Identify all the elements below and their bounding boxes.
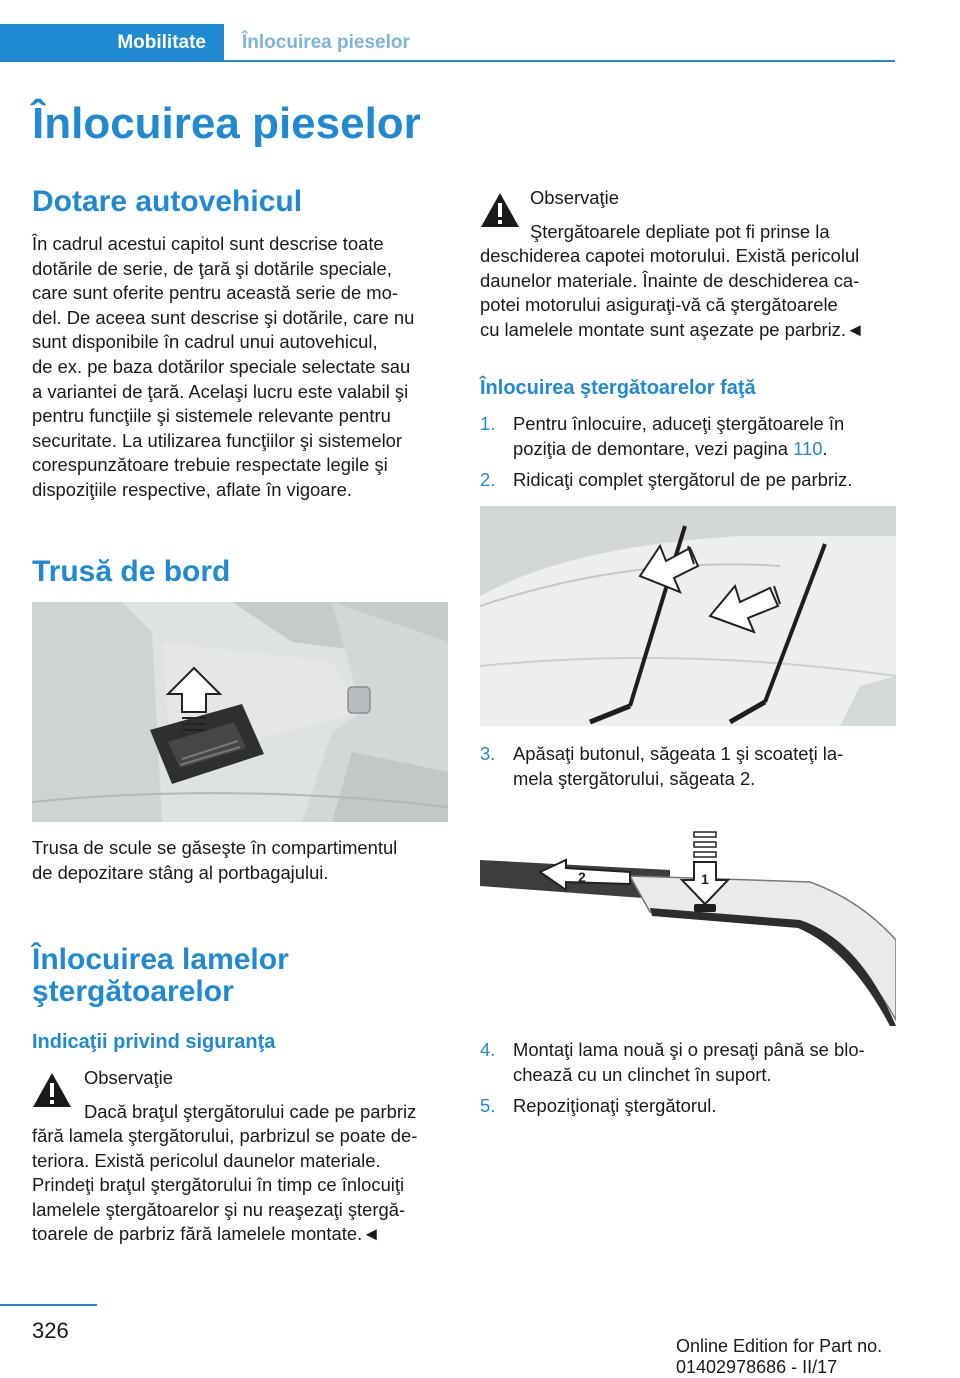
header-chapter-title[interactable]: Înlocuirea pieselor	[242, 32, 410, 53]
subheading-indicatii-siguranta: Indicaţii privind siguranţa	[32, 1031, 276, 1053]
list-item	[480, 742, 900, 791]
text-line: fără lamela ştergătorului, parbrizul se poate de‐	[32, 1125, 418, 1146]
trunk-caption	[32, 836, 452, 885]
text-line: corespunzătoare trebuie respectate legile şi	[32, 454, 388, 476]
text-line: potei motorului asiguraţi-vă că ştergătoarele	[480, 294, 838, 316]
text-line: Repoziţionaţi ştergătorul.	[513, 1095, 717, 1116]
text-line: sunt disponibile în cadrul unui autovehicul,	[32, 331, 378, 353]
text-line: chează cu un clinchet în suport.	[513, 1063, 772, 1085]
heading-line: ştergătoarelor	[32, 975, 234, 1008]
warning-text	[32, 1124, 452, 1247]
text-span: .	[822, 437, 828, 459]
text-line: dotările de serie, de ţară şi dotările speciale,	[32, 257, 392, 279]
text-line: deschiderea capotei motorului. Există pericolul	[480, 245, 860, 266]
heading-dotare-autovehicul: Dotare autovehicul	[32, 185, 303, 218]
text-line: Montaţi lama nouă şi o presaţi până se blo‐	[513, 1039, 865, 1060]
text-line: teriora. Există pericolul daunelor materiale.	[32, 1149, 381, 1171]
text-line: daunelor materiale. Înainte de deschiderea ca‐	[480, 269, 860, 291]
footer-rule	[0, 1304, 97, 1306]
heading-inlocuirea-lamelor	[32, 944, 289, 1008]
text-line: cu lamelele montate sunt aşezate pe parbriz.◄	[480, 318, 865, 340]
windshield-wipers-image	[480, 506, 896, 726]
header-section-tab[interactable]: Mobilitate	[117, 32, 206, 53]
intro-paragraph	[32, 232, 452, 503]
trunk-compartment-image	[32, 602, 448, 822]
text-line: Ridicaţi complet ştergătorul de pe parbriz.	[513, 469, 853, 490]
list-item	[480, 1038, 900, 1087]
edition-note: Online Edition for Part no. 01402978686 - II/17	[676, 1336, 883, 1377]
warning-triangle-icon	[32, 1072, 72, 1108]
arrow-1-label: 1	[701, 871, 709, 887]
text-line: securitate. La utilizarea funcţiilor şi sistemelor	[32, 429, 403, 451]
text-line: dispoziţiile respective, aflate în vigoare.	[32, 478, 352, 500]
text-line: În cadrul acestui capitol sunt descrise toate	[32, 233, 384, 254]
subheading-inlocuirea-stergatoarelor: Înlocuirea ştergătoarelor faţă	[480, 377, 756, 399]
heading-trusa-de-bord: Trusă de bord	[32, 555, 231, 588]
page-title: Înlocuirea pieselor	[32, 99, 421, 148]
step-number: 5.	[480, 1095, 496, 1116]
text-line: a variantei de ţară. Acelaşi lucru este valabil şi	[32, 380, 409, 402]
warning-first-line: Dacă braţul ştergătorului cade pe parbriz	[84, 1101, 417, 1122]
text-line: del. De aceea sunt descrise şi dotările, care nu	[32, 306, 415, 328]
step-number: 1.	[480, 413, 496, 434]
text-line: de depozitare stâng al portbagajului.	[32, 861, 329, 883]
text-line: pentru funcţiile şi sistemele relevante pentru	[32, 405, 391, 427]
text-line: toarele de parbriz fără lamelele montate.◄	[32, 1223, 381, 1245]
text-line: Pentru înlocuire, aduceţi ştergătoarele în	[513, 413, 845, 434]
list-item	[480, 1094, 900, 1119]
text-line: Trusa de scule se găseşte în compartimentul	[32, 837, 398, 858]
text-line: Apăsaţi butonul, săgeata 1 şi scoateţi la‐	[513, 743, 844, 764]
warning-triangle-icon	[480, 192, 520, 228]
page-number: 326	[32, 1318, 69, 1343]
text-line: mela ştergătorului, săgeata 2.	[513, 767, 756, 789]
text-line: Prindeţi braţul ştergătorului în timp ce înlocuiţi	[32, 1174, 405, 1196]
header-rule	[224, 60, 895, 62]
text-line: de ex. pe baza dotărilor speciale selectate sau	[32, 355, 411, 377]
page-link[interactable]: 110	[793, 437, 823, 459]
text-line: lamelele ştergătoarelor şi nu reaşezaţi ştergă‐	[32, 1198, 406, 1220]
step-number: 2.	[480, 469, 496, 490]
list-item	[480, 412, 900, 461]
arrow-2-label: 2	[578, 869, 586, 885]
warning-first-line: Ştergătoarele depliate pot fi prinse la	[530, 221, 830, 242]
text-span: poziţia de demontare, vezi pagina	[513, 437, 794, 459]
warning-text	[480, 244, 900, 342]
warning-title: Observaţie	[84, 1067, 173, 1088]
text-line	[513, 437, 900, 462]
step-number: 3.	[480, 743, 496, 764]
text-line: care sunt oferite pentru această serie de mo‐	[32, 282, 398, 304]
warning-title: Observaţie	[530, 187, 619, 208]
wiper-blade-detail-image	[480, 820, 896, 1026]
list-item	[480, 468, 900, 493]
step-number: 4.	[480, 1039, 496, 1060]
heading-line: Înlocuirea lamelor	[32, 943, 289, 976]
